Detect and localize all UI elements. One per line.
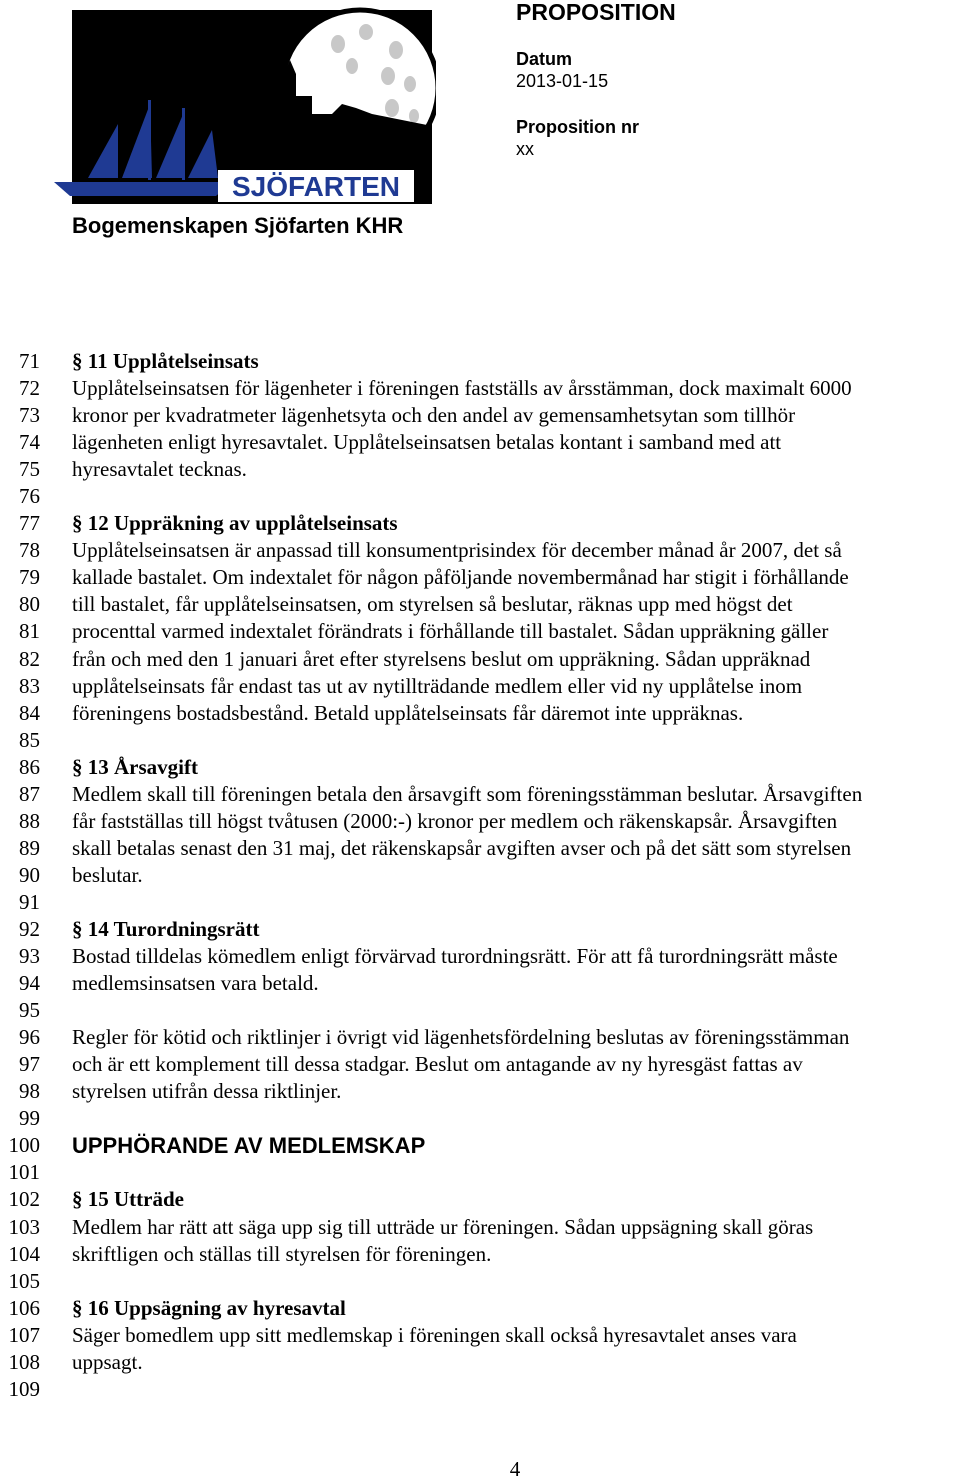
line-number: 100 — [8, 1133, 40, 1158]
body-text-line: hyresavtalet tecknas. — [72, 457, 247, 482]
body-text-line: upplåtelseinsats får endast tas ut av nytillträdande medlem eller vid ny upplåtelse inom — [72, 673, 803, 698]
line-number: 75 — [19, 457, 40, 482]
line-number: 83 — [19, 673, 40, 698]
line-number-gutter — [0, 348, 40, 1403]
section-heading: § 14 Turordningsrätt — [72, 916, 260, 941]
body-text-line: skriftligen och ställas till styrelsen för föreningen. — [72, 1241, 492, 1266]
sjofarten-logo — [52, 4, 436, 208]
section-heading: § 16 Uppsägning av hyresavtal — [72, 1295, 346, 1320]
line-number: 81 — [19, 619, 40, 644]
line-number: 93 — [19, 944, 40, 969]
blank-line — [72, 1159, 960, 1186]
document-body — [72, 348, 960, 1403]
line-number: 91 — [19, 889, 40, 914]
body-text-line: lägenheten enligt hyresavtalet. Upplåtelseinsatsen betalas kontant i samband med att — [72, 430, 782, 455]
line-number: 79 — [19, 565, 40, 590]
body-text-line: Medlem har rätt att säga upp sig till utträde ur föreningen. Sådan uppsägning skall göras — [72, 1214, 814, 1239]
logo-wordmark: SJÖFARTEN — [231, 171, 401, 202]
line-number: 92 — [19, 916, 40, 941]
chapter-heading: UPPHÖRANDE AV MEDLEMSKAP — [72, 1133, 426, 1159]
line-number: 106 — [8, 1295, 40, 1320]
line-number: 97 — [19, 1052, 40, 1077]
body-text-line: och är ett komplement till dessa stadgar. Beslut om antagande av ny hyresgäst fattas av — [72, 1052, 803, 1077]
blank-line — [72, 483, 960, 510]
line-number: 90 — [19, 862, 40, 887]
body-text-line: Regler för kötid och riktlinjer i övrigt vid lägenhetsfördelning beslutas av föreningsstämman — [72, 1025, 850, 1050]
line-number: 99 — [19, 1106, 40, 1131]
date-label: Datum — [516, 49, 573, 69]
body-text-line: skall betalas senast den 31 maj, det räkenskapsår avgiften avser och på det sätt som styrelsen — [72, 835, 852, 860]
line-number: 103 — [8, 1214, 40, 1239]
body-text-line: föreningens bostadsbestånd. Betald upplåtelseinsats får däremot inte uppräknas. — [72, 700, 744, 725]
proposition-number-value: xx — [516, 139, 534, 159]
body-text-line: kronor per kvadratmeter lägenhetsyta och den andel av gemensamhetsytan som tillhör — [72, 403, 796, 428]
body-text-line: Bostad tilldelas kömedlem enligt förvärvad turordningsrätt. För att få turordningsrätt måste — [72, 944, 838, 969]
blank-line — [72, 1105, 960, 1132]
blank-line — [72, 997, 960, 1024]
line-number: 85 — [19, 727, 40, 752]
line-number: 96 — [19, 1025, 40, 1050]
body-text-line: styrelsen utifrån dessa riktlinjer. — [72, 1079, 342, 1104]
page-number: 4 — [509, 1457, 521, 1481]
body-text-line: beslutar. — [72, 862, 143, 887]
line-number: 71 — [19, 349, 40, 373]
line-number: 95 — [19, 998, 40, 1023]
blank-line — [72, 889, 960, 916]
organization-name: Bogemenskapen Sjöfarten KHR — [72, 213, 404, 238]
line-number: 86 — [19, 754, 40, 779]
line-number: 105 — [8, 1268, 40, 1293]
line-number: 107 — [8, 1322, 40, 1347]
body-text-line: kallade bastalet. Om indextalet för någon påföljande novembermånad har stigit i förhållande — [72, 565, 849, 590]
body-text-line: procenttal varmed indextalet förändrats i förhållande till bastalet. Sådan uppräkning gäller — [72, 619, 829, 644]
body-text-line: Säger bomedlem upp sitt medlemskap i föreningen skall också hyresavtalet anses vara — [72, 1322, 797, 1347]
line-number: 84 — [19, 700, 40, 725]
line-number: 76 — [19, 484, 40, 509]
blank-line — [72, 1268, 960, 1295]
body-text-line: till bastalet, får upplåtelseinsatsen, om styrelsen så beslutar, räknas upp med högst det — [72, 592, 793, 617]
line-number: 101 — [8, 1160, 40, 1185]
body-text-line: får fastställas till högst tvåtusen (2000:-) kronor per medlem och räkenskapsår. Årsavgiften — [72, 808, 838, 833]
line-number: 87 — [19, 781, 40, 806]
line-number: 82 — [19, 646, 40, 671]
blank-line — [72, 727, 960, 754]
date-value: 2013-01-15 — [516, 71, 609, 91]
line-number: 74 — [19, 430, 40, 455]
section-heading: § 11 Upplåtelseinsats — [72, 349, 259, 373]
body-text-line: Upplåtelseinsatsen är anpassad till konsumentprisindex för december månad år 2007, det så — [72, 538, 842, 563]
body-text-line: medlemsinsatsen vara betald. — [72, 971, 319, 996]
proposition-number-label: Proposition nr — [516, 117, 639, 137]
section-heading: § 15 Utträde — [72, 1187, 184, 1212]
document-title: PROPOSITION — [516, 0, 676, 25]
line-number: 73 — [19, 403, 40, 428]
line-number: 94 — [19, 971, 40, 996]
body-text-line: uppsagt. — [72, 1349, 143, 1374]
body-text-line: Upplåtelseinsatsen för lägenheter i föreningen fastställs av årsstämman, dock maximalt 6000 — [72, 376, 852, 401]
line-number: 109 — [8, 1376, 40, 1401]
line-number: 104 — [8, 1241, 40, 1266]
section-heading: § 12 Uppräkning av upplåtelseinsats — [72, 511, 398, 536]
line-number: 88 — [19, 808, 40, 833]
line-number: 72 — [19, 376, 40, 401]
section-heading: § 13 Årsavgift — [72, 754, 198, 779]
line-number: 77 — [19, 511, 40, 536]
line-number: 80 — [19, 592, 40, 617]
line-number: 102 — [8, 1187, 40, 1212]
line-number: 98 — [19, 1079, 40, 1104]
line-number: 78 — [19, 538, 40, 563]
body-text-line: från och med den 1 januari året efter styrelsens beslut om uppräkning. Sådan uppräknad — [72, 646, 811, 671]
line-number: 108 — [8, 1349, 40, 1374]
line-number: 89 — [19, 835, 40, 860]
blank-line — [72, 1376, 960, 1403]
body-text-line: Medlem skall till föreningen betala den årsavgift som föreningsstämman beslutar. Årsavgiften — [72, 781, 863, 806]
